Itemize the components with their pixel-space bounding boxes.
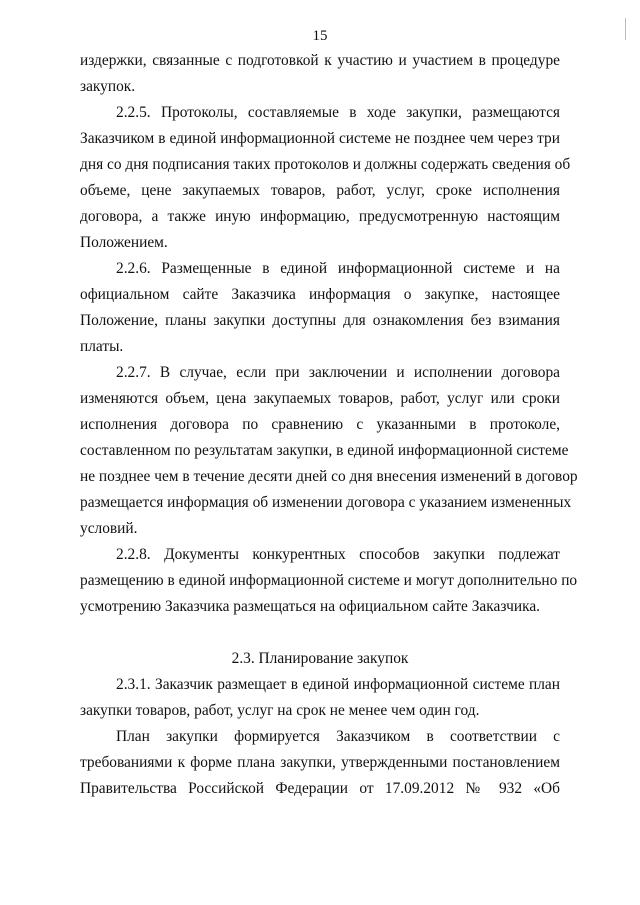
page-number: 15: [312, 28, 328, 44]
text-line: дня со дня подписания таких протоколов и должны содержать сведения об: [80, 156, 571, 173]
text-line: размещается информация об изменении договора с указанием измененных: [80, 494, 572, 511]
section-2-3-text: [80, 672, 560, 802]
text-line: 2.2.7. В случае, если при заключении и исполнении договора: [116, 364, 560, 381]
text-line: объеме, цене закупаемых товаров, работ, услуг, сроке исполнения: [80, 182, 560, 199]
text-line: закупки товаров, работ, услуг на срок не менее чем один год.: [80, 702, 480, 719]
text-line: не позднее чем в течение десяти дней со дня внесения изменений в договор: [80, 468, 578, 485]
text-line: исполнения договора по сравнению с указанными в протоколе,: [80, 416, 560, 433]
paragraph: [80, 360, 578, 542]
text-line: Положение, планы закупки доступны для ознакомления без взимания: [80, 312, 560, 329]
paragraph: [80, 672, 560, 724]
text-line: размещению в единой информационной системе и могут дополнительно по: [80, 572, 578, 589]
text-line: 2.3.1. Заказчик размещает в единой информационной системе план: [116, 676, 560, 693]
text-line: 2.2.6. Размещенные в единой информационной системе и на: [116, 260, 560, 277]
text-line: изменяются объем, цена закупаемых товаров, работ, услуг или сроки: [80, 390, 560, 407]
text-line: закупок.: [80, 78, 136, 95]
text-line: усмотрению Заказчика размещаться на официальном сайте Заказчика.: [80, 598, 541, 615]
text-line: платы.: [80, 338, 124, 355]
section-2-2-text: [80, 48, 578, 620]
text-line: План закупки формируется Заказчиком в соответствии с: [116, 728, 560, 745]
paragraph: [80, 724, 560, 802]
text-line: Положением.: [80, 234, 168, 251]
section-heading: 2.3. Планирование закупок: [231, 650, 409, 667]
text-line: Заказчиком в единой информационной системе не позднее чем через три: [80, 130, 560, 147]
text-line: официальном сайте Заказчика информация о закупке, настоящее: [80, 286, 560, 303]
paragraph: [80, 256, 560, 360]
paragraph: [80, 48, 560, 100]
document-body: [80, 48, 578, 802]
text-line: требованиями к форме плана закупки, утвержденными постановлением: [80, 754, 560, 771]
paragraph: [80, 100, 571, 256]
paragraph: [80, 542, 578, 620]
text-line: издержки, связанные с подготовкой к участию и участием в процедуре: [80, 52, 560, 69]
text-line: Правительства Российской Федерации от 17.09.2012 № 932 «Об: [80, 780, 560, 797]
text-line: 2.2.5. Протоколы, составляемые в ходе закупки, размещаются: [116, 104, 560, 121]
text-line: 2.2.8. Документы конкурентных способов закупки подлежат: [116, 546, 560, 563]
text-line: условий.: [80, 520, 138, 537]
text-line: составленном по результатам закупки, в единой информационной системе: [80, 442, 569, 459]
text-line: договора, а также иную информацию, предусмотренную настоящим: [80, 208, 560, 225]
